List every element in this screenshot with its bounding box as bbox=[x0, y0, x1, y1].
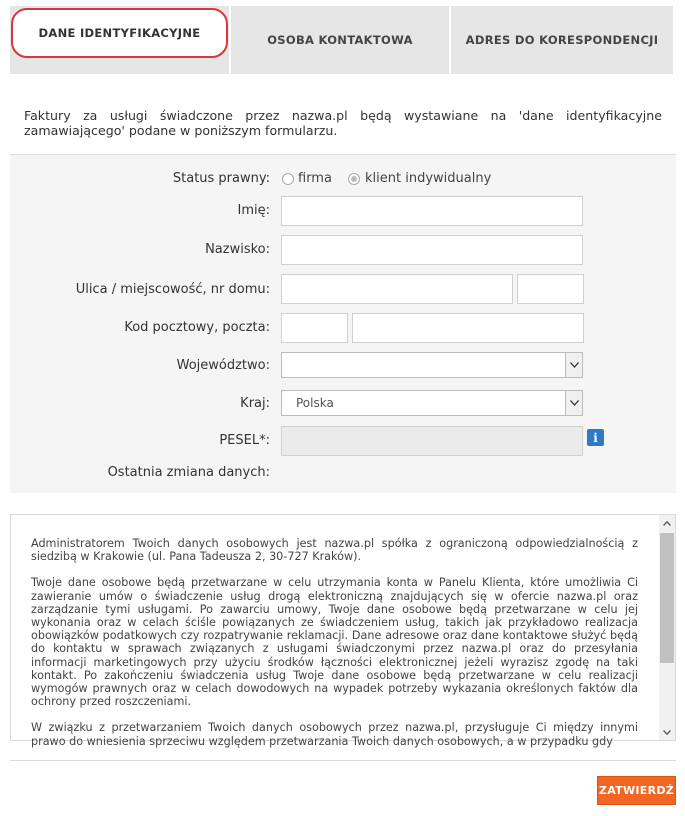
scrollbar[interactable] bbox=[659, 515, 675, 740]
wojewodztwo-select[interactable] bbox=[281, 352, 583, 378]
scrollbar-thumb[interactable] bbox=[660, 533, 674, 663]
chevron-down-icon[interactable] bbox=[565, 353, 582, 377]
kod-pocztowy-input[interactable] bbox=[281, 313, 348, 343]
privacy-notice[interactable] bbox=[10, 514, 676, 748]
status-label: Status prawny: bbox=[172, 171, 270, 186]
scroll-down-icon[interactable] bbox=[659, 724, 675, 740]
nr-domu-input[interactable] bbox=[517, 274, 584, 304]
privacy-paragraph: W związku z przetwarzaniem Twoich danych osobowych przez nazwa.pl, przysługuje Ci między innymi prawo do wniesienia sprzeciwu względem przetwarzania Twoich danych osobowych, a w przypadku gdy bbox=[31, 721, 638, 748]
submit-button[interactable]: ZATWIERDŹ bbox=[597, 776, 676, 805]
intro-text: Faktury za usługi świadczone przez nazwa.pl będą wystawiane na 'dane identyfikacyjne zamawiającego' podane w poniższym formularzu. bbox=[24, 108, 662, 138]
privacy-text bbox=[31, 537, 638, 761]
kraj-label: Kraj: bbox=[240, 396, 270, 411]
tab-osoba-kontaktowa[interactable]: OSOBA KONTAKTOWA bbox=[231, 6, 449, 74]
radio-klient-indywidualny-label[interactable]: klient indywidualny bbox=[365, 171, 492, 186]
imie-label: Imię: bbox=[237, 203, 270, 218]
imie-input[interactable] bbox=[281, 196, 583, 226]
tab-dane-identyfikacyjne-label[interactable]: DANE IDENTYFIKACYJNE bbox=[11, 8, 228, 58]
nazwisko-label: Nazwisko: bbox=[205, 242, 270, 257]
privacy-paragraph: Administratorem Twoich danych osobowych jest nazwa.pl spółka z ograniczoną odpowiedzialnością z siedzibą w Krakowie (ul. Pana Tadeusza 2, 30-727 Kraków). bbox=[31, 537, 638, 564]
ulica-label: Ulica / miejscowość, nr domu: bbox=[75, 282, 270, 297]
scroll-up-icon[interactable] bbox=[659, 515, 675, 531]
kraj-select[interactable] bbox=[281, 390, 583, 416]
tab-adres-do-korespondencji[interactable]: ADRES DO KORESPONDENCJI bbox=[451, 6, 673, 74]
info-icon[interactable]: i bbox=[587, 429, 604, 446]
wojewodztwo-label: Województwo: bbox=[176, 358, 270, 373]
radio-firma[interactable] bbox=[282, 173, 294, 185]
chevron-down-icon[interactable] bbox=[565, 391, 582, 415]
pesel-input[interactable] bbox=[281, 426, 583, 456]
divider bbox=[10, 760, 676, 761]
radio-firma-label[interactable]: firma bbox=[298, 171, 332, 186]
poczta-input[interactable] bbox=[352, 313, 584, 343]
kraj-value: Polska bbox=[296, 396, 334, 410]
pesel-label: PESEL*: bbox=[219, 433, 270, 448]
kod-pocztowy-label: Kod pocztowy, poczta: bbox=[124, 320, 270, 335]
ulica-input[interactable] bbox=[281, 274, 513, 304]
radio-klient-indywidualny[interactable] bbox=[348, 173, 360, 185]
ostatnia-zmiana-label: Ostatnia zmiana danych: bbox=[107, 465, 270, 480]
nazwisko-input[interactable] bbox=[281, 235, 583, 265]
privacy-paragraph: Twoje dane osobowe będą przetwarzane w celu utrzymania konta w Panelu Klienta, które umożliwia Ci zawieranie umów o świadczenie usług drogą elektroniczną znajdujących się w ofercie nazwa.pl oraz zarządzanie tymi usługami. Po zawarciu umowy, Twoje dane osobowe będą przetwarzane w celu jej wykonania oraz w celach ściśle powiązanych ze świadczeniem usług, takich jak przykładowo realizacja obowiązków podatkowych czy rozpatrywanie reklamacji. Dane adresowe oraz dane kontaktowe służyć będą do kontaktu w sprawach związanych z usługami świadczonymi przez nazwa.pl oraz do przesyłania informacji marketingowych przy użyciu środków łączności elektronicznej jeżeli wyrazisz zgodę na taki kontakt. Po zakończeniu świadczenia usług Twoje dane osobowe będą przetwarzane w celu realizacji wymogów prawnych oraz w celach dowodowych na wypadek potrzeby wykazania określonych faktów dla ochrony przed roszczeniami. bbox=[31, 576, 638, 709]
